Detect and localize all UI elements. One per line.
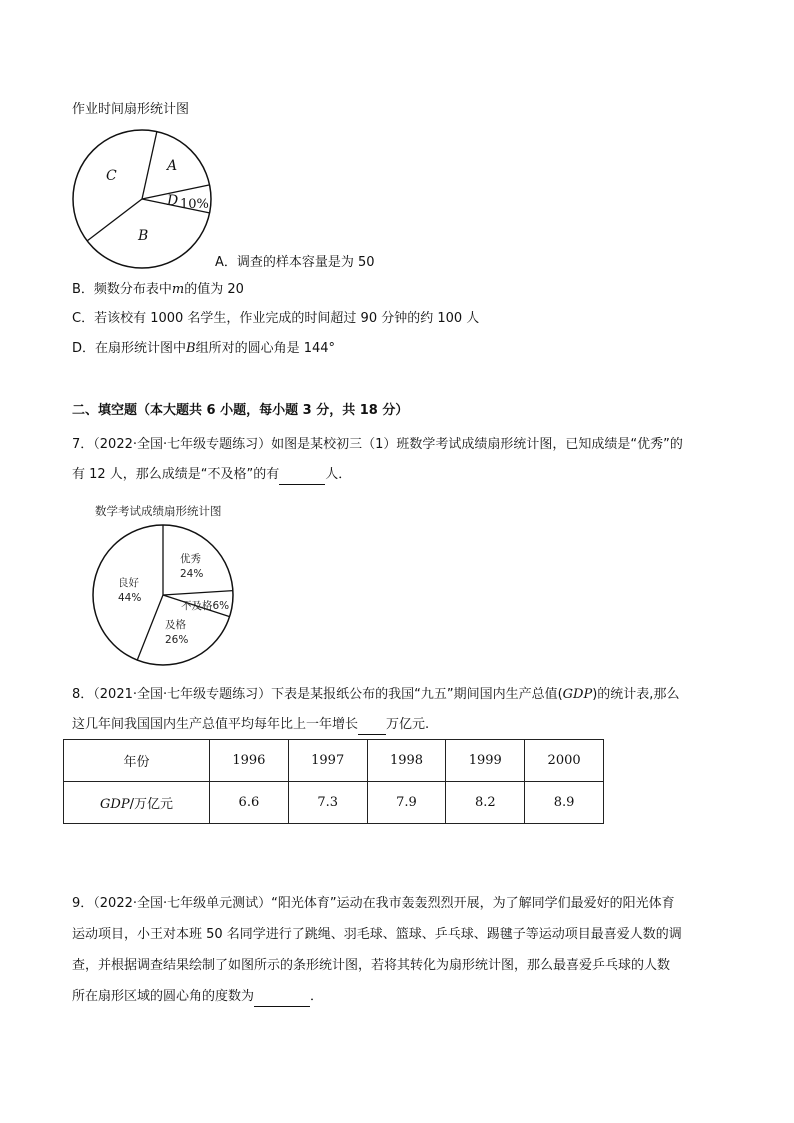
table-header-gdp-var: GDP: [100, 797, 130, 812]
option-b-text-post: 的值为 20: [184, 282, 244, 297]
table-cell-year: 2000: [525, 740, 604, 782]
slice-value-fail: 6%: [212, 600, 230, 612]
q7-answer-blank[interactable]: [279, 466, 325, 485]
grade-chart-title: 数学考试成绩扇形统计图: [95, 504, 222, 518]
q8-text2-pre: 这几年间我国国内生产总值平均每年比上一年增长: [72, 717, 359, 732]
pie-chart-title-homework: 作业时间扇形统计图: [72, 102, 190, 117]
table-header-year: 年份: [64, 740, 210, 782]
option-d-var: B: [186, 341, 196, 356]
q9-answer-blank[interactable]: [254, 988, 310, 1007]
q8-answer-blank[interactable]: [358, 716, 386, 735]
q9-text-pre: 所在扇形区域的圆心角的度数为: [72, 989, 255, 1004]
q7-text-pre: 有 12 人，那么成绩是“不及格”的有: [72, 467, 280, 482]
pie-label-c: C: [106, 168, 117, 184]
q7-line-1: 7．（2022·全国·七年级专题练习）如图是某校初三（1）班数学考试成绩扇形统计图，已知成绩是“优秀”的: [72, 437, 683, 452]
q7-line-2: [72, 466, 351, 485]
q9-line-4: [72, 988, 323, 1007]
slice-label-fail: [181, 600, 229, 613]
pie-label-a: A: [167, 158, 178, 174]
q9-line-1: 9．（2022·全国·七年级单元测试）“阳光体育”运动在我市轰轰烈烈开展，为了解同学们最爱好的阳光体育: [72, 896, 675, 911]
q8-text-pre: 8．（2021·全国·七年级专题练习）下表是某报纸公布的我国“九五”期间国内生产总值(: [72, 687, 563, 702]
gdp-table: [63, 739, 604, 824]
q9-line-3: 查，并根据调查结果绘制了如图所示的条形统计图，若将其转化为扇形统计图，那么最喜爱乒乓球的人数: [72, 958, 671, 973]
q7-text-post: 人．: [325, 467, 352, 482]
option-c: C．若该校有 1000 名学生，作业完成的时间超过 90 分钟的约 100 人: [72, 311, 480, 326]
table-cell-year: 1997: [288, 740, 367, 782]
table-cell-gdp: 7.9: [367, 782, 446, 824]
table-cell-gdp: 7.3: [288, 782, 367, 824]
slice-label-excellent: 优秀: [180, 553, 201, 565]
table-header-gdp: [64, 782, 210, 824]
grade-pie-chart: [80, 520, 250, 670]
table-row: [64, 740, 604, 782]
table-cell-year: 1999: [446, 740, 525, 782]
slice-value-good: 44%: [118, 592, 142, 604]
table-cell-gdp: 6.6: [210, 782, 289, 824]
q9-text-post: ．: [310, 989, 324, 1004]
table-row: [64, 782, 604, 824]
option-b-text-pre: B．频数分布表中: [72, 282, 172, 297]
slice-value-pass: 26%: [165, 634, 189, 646]
pie-label-d-percent: 10%: [180, 197, 209, 212]
table-cell-year: 1998: [367, 740, 446, 782]
table-cell-year: 1996: [210, 740, 289, 782]
table-cell-gdp: 8.9: [525, 782, 604, 824]
table-cell-gdp: 8.2: [446, 782, 525, 824]
option-d-text-post: 组所对的圆心角是 144°: [195, 341, 336, 356]
option-b: [72, 281, 244, 299]
q8-line-2: [72, 716, 429, 735]
option-a: A．调查的样本容量是为 50: [215, 255, 375, 270]
table-header-gdp-unit: /万亿元: [129, 797, 173, 812]
q8-line-1: [72, 686, 679, 704]
slice-value-excellent: 24%: [180, 568, 204, 580]
slice-label-good: 良好: [118, 577, 139, 589]
pie-label-b: B: [138, 228, 149, 244]
option-d-text-pre: D．在扇形统计图中: [72, 341, 187, 356]
pie-slice-boundary-fail: [163, 591, 233, 595]
q8-gdp-var: GDP: [562, 687, 593, 702]
q8-text2-post: 万亿元.: [386, 717, 430, 732]
q8-text-post: )的统计表,那么: [592, 687, 680, 702]
option-d: [72, 340, 335, 358]
slice-label-fail-name: 不及格: [181, 600, 213, 612]
slice-label-pass: 及格: [165, 619, 186, 631]
option-b-var: m: [171, 282, 185, 297]
pie-label-d: D: [167, 193, 179, 209]
section-heading-fill-in: 二、填空题（本大题共 6 小题，每小题 3 分，共 18 分）: [72, 403, 409, 418]
q9-line-2: 运动项目，小王对本班 50 名同学进行了跳绳、羽毛球、篮球、乒乓球、踢毽子等运动项目最喜爱人数的调: [72, 927, 682, 942]
